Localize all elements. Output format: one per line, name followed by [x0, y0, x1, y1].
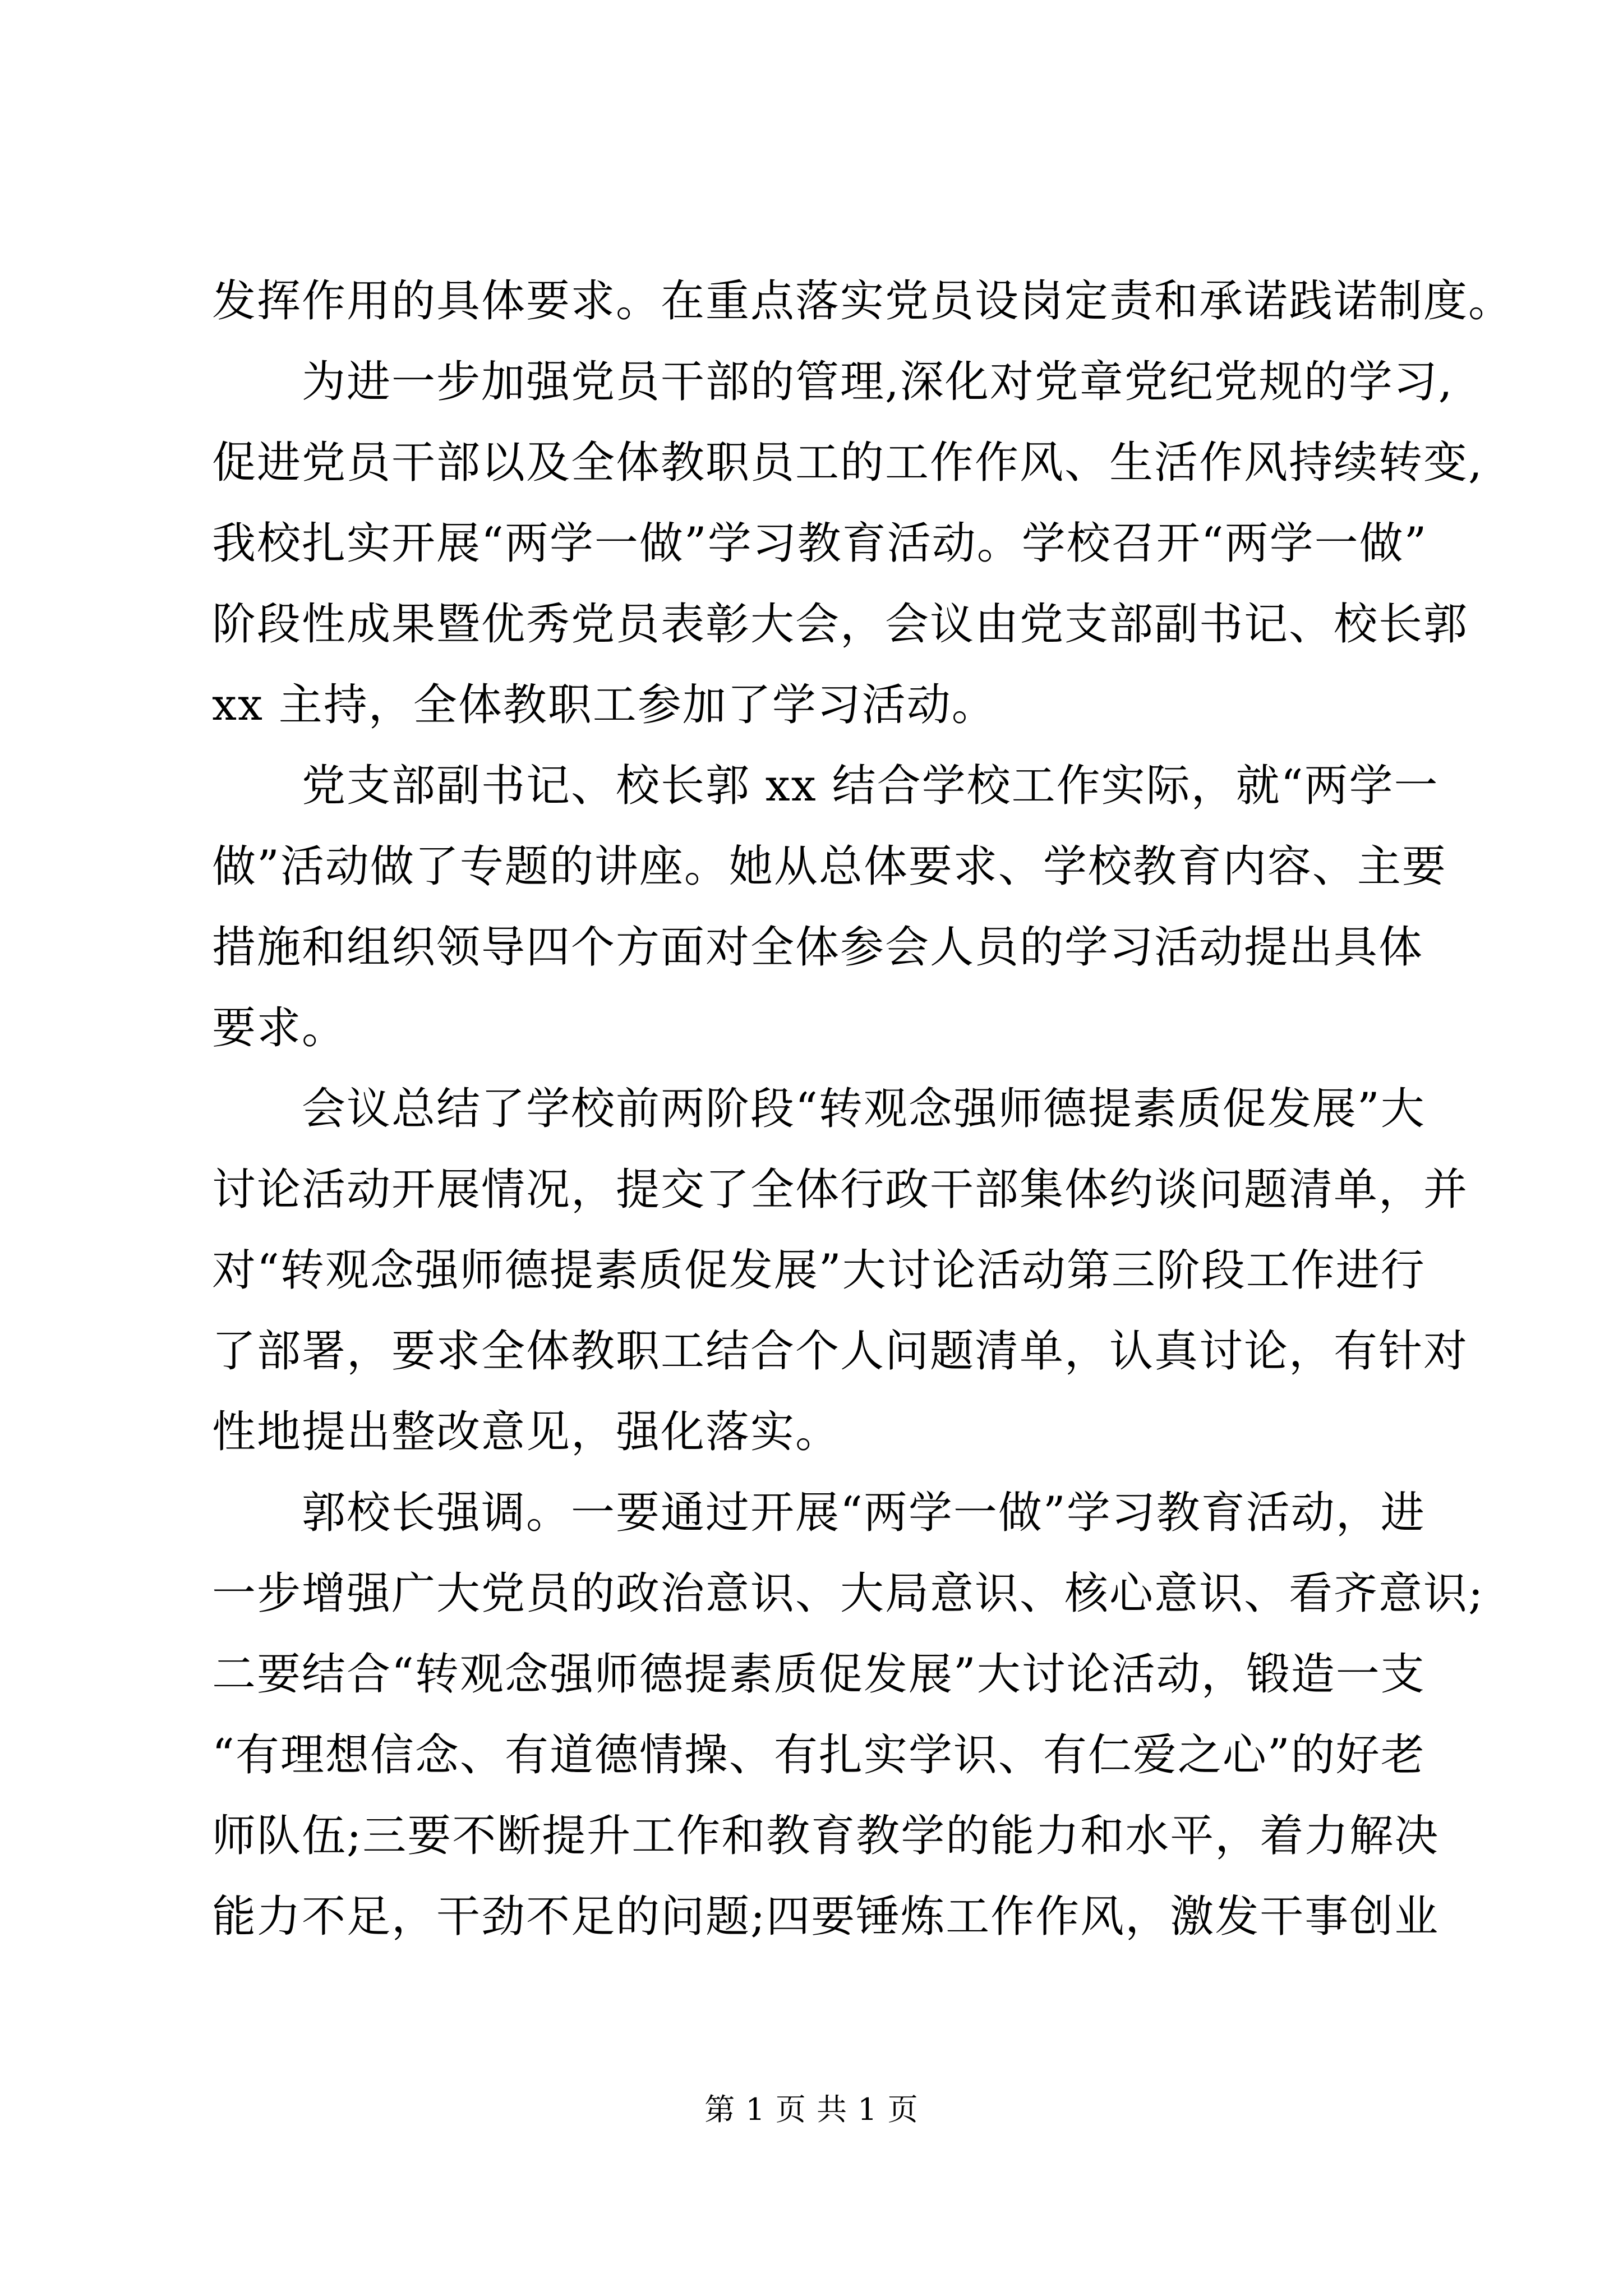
text-line: 要求。 — [212, 1003, 347, 1053]
text-line: 二要结合“转观念强师德提素质促发展”大讨论活动，锻造一支 — [212, 1649, 1426, 1700]
text-line: 会议总结了学校前两阶段“转观念强师德提素质促发展”大 — [302, 1084, 1426, 1134]
text-line: 做”活动做了专题的讲座。她从总体要求、学校教育内容、主要 — [212, 841, 1447, 892]
text-line: xx 主持，全体教职工参加了学习活动。 — [212, 680, 997, 730]
text-line: 郭校长强调。一要通过开展“两学一做”学习教育活动，进 — [302, 1488, 1426, 1538]
text-line: 讨论活动开展情况，提交了全体行政干部集体约谈问题清单，并 — [212, 1165, 1469, 1215]
page-footer: 第 1 页 共 1 页 — [704, 2092, 919, 2127]
text-line: 我校扎实开展“两学一做”学习教育活动。学校召开“两学一做” — [212, 518, 1428, 569]
text-line: “有理想信念、有道德情操、有扎实学识、有仁爱之心”的好老 — [212, 1730, 1426, 1780]
text-line: 一步增强广大党员的政治意识、大局意识、核心意识、看齐意识; — [212, 1568, 1484, 1619]
text-line: 党支部副书记、校长郭 xx 结合学校工作实际，就“两学一 — [302, 761, 1439, 811]
text-line: 对“转观念强师德提素质促发展”大讨论活动第三阶段工作进行 — [212, 1245, 1426, 1296]
text-line: 阶段性成果暨优秀党员表彰大会，会议由党支部副书记、校长郭 — [212, 599, 1469, 650]
text-line: 措施和组织领导四个方面对全体参会人员的学习活动提出具体 — [212, 922, 1424, 973]
text-line: 性地提出整改意见，强化落实。 — [212, 1407, 841, 1457]
text-line: 师队伍;三要不断提升工作和教育教学的能力和水平，着力解决 — [212, 1811, 1440, 1861]
text-line: 促进党员干部以及全体教职员工的工作作风、生活作风持续转变, — [212, 438, 1483, 488]
text-line: 为进一步加强党员干部的管理,深化对党章党纪党规的学习, — [302, 357, 1454, 407]
text-line: 能力不足，干劲不足的问题;四要锤炼工作作风，激发干事创业 — [212, 1892, 1440, 1942]
document-body — [212, 261, 1514, 1957]
text-line: 发挥作用的具体要求。在重点落实党员设岗定责和承诺践诺制度。 — [212, 276, 1514, 326]
text-line: 了部署，要求全体教职工结合个人问题清单，认真讨论，有针对 — [212, 1326, 1469, 1377]
